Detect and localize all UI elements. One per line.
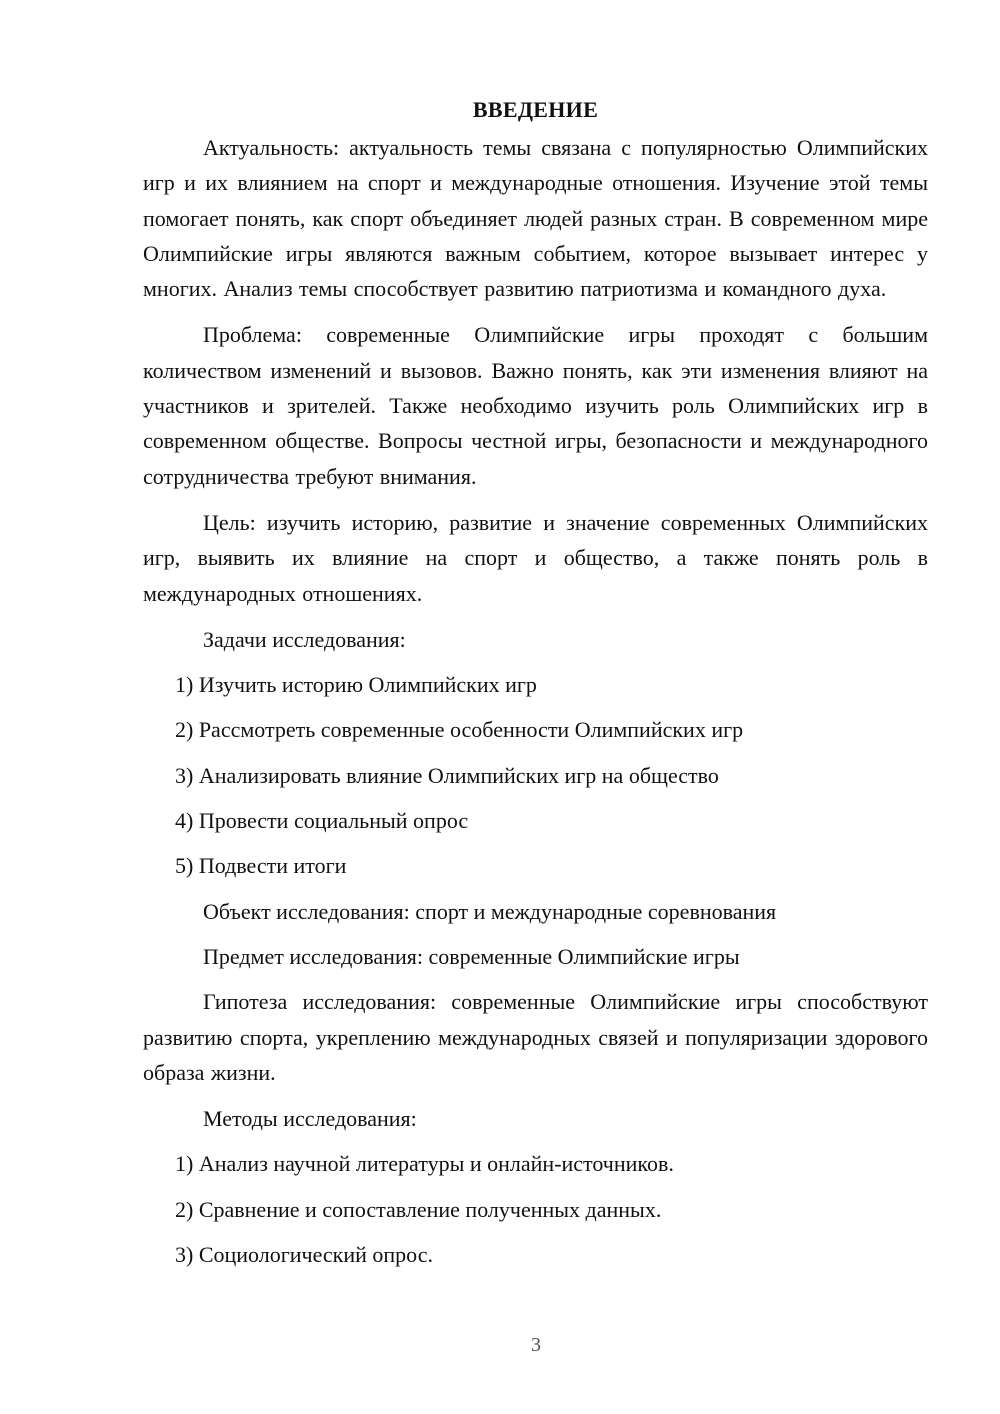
- list-item: 2) Сравнение и сопоставление полученных данных.: [175, 1196, 662, 1222]
- problem-paragraph: Проблема: современные Олимпийские игры проходят с большим количеством изменений и вызовов. Важно понять, как эти изменения влияют на участников и зрителей. Также необходимо изучить роль Олимпийских игр в современном обществе. Вопросы честной игры, безопасности и международного сотрудничества требуют внимания.: [143, 322, 928, 489]
- list-item: 3) Социологический опрос.: [175, 1242, 433, 1268]
- list-item: 3) Анализировать влияние Олимпийских игр на общество: [175, 762, 719, 788]
- hypothesis-paragraph: Гипотеза исследования: современные Олимпийские игры способствуют развитию спорта, укреплению международных связей и популяризации здорового образа жизни.: [143, 989, 928, 1085]
- list-item: 4) Провести социальный опрос: [175, 808, 469, 834]
- goal-paragraph: Цель: изучить историю, развитие и значение современных Олимпийских игр, выявить их влияние на спорт и общество, а также понять роль в международных отношениях.: [143, 509, 928, 606]
- tasks-list: [143, 667, 928, 883]
- methods-list: [143, 1146, 928, 1272]
- page-content: [143, 92, 928, 1282]
- page-title: ВВЕДЕНИЕ: [472, 97, 599, 122]
- list-item: 2) Рассмотреть современные особенности Олимпийских игр: [175, 717, 744, 743]
- tasks-heading: Задачи исследования:: [203, 626, 406, 652]
- object-line: Объект исследования: спорт и международные соревнования: [203, 898, 777, 924]
- list-item: 1) Анализ научной литературы и онлайн-источников.: [175, 1151, 674, 1177]
- relevance-paragraph: Актуальность: актуальность темы связана с популярностью Олимпийских игр и их влиянием на спорт и международные отношения. Изучение этой темы помогает понять, как спорт объединяет людей разных стран. В современном мире Олимпийские игры являются важным событием, которое вызывает интерес у многих. Анализ темы способствует развитию патриотизма и командного духа.: [143, 135, 928, 302]
- subject-line: Предмет исследования: современные Олимпийские игры: [203, 943, 740, 969]
- list-item: 1) Изучить историю Олимпийских игр: [175, 672, 537, 698]
- methods-heading: Методы исследования:: [203, 1106, 417, 1132]
- list-item: 5) Подвести итоги: [175, 853, 347, 879]
- page-number: 3: [531, 1334, 541, 1356]
